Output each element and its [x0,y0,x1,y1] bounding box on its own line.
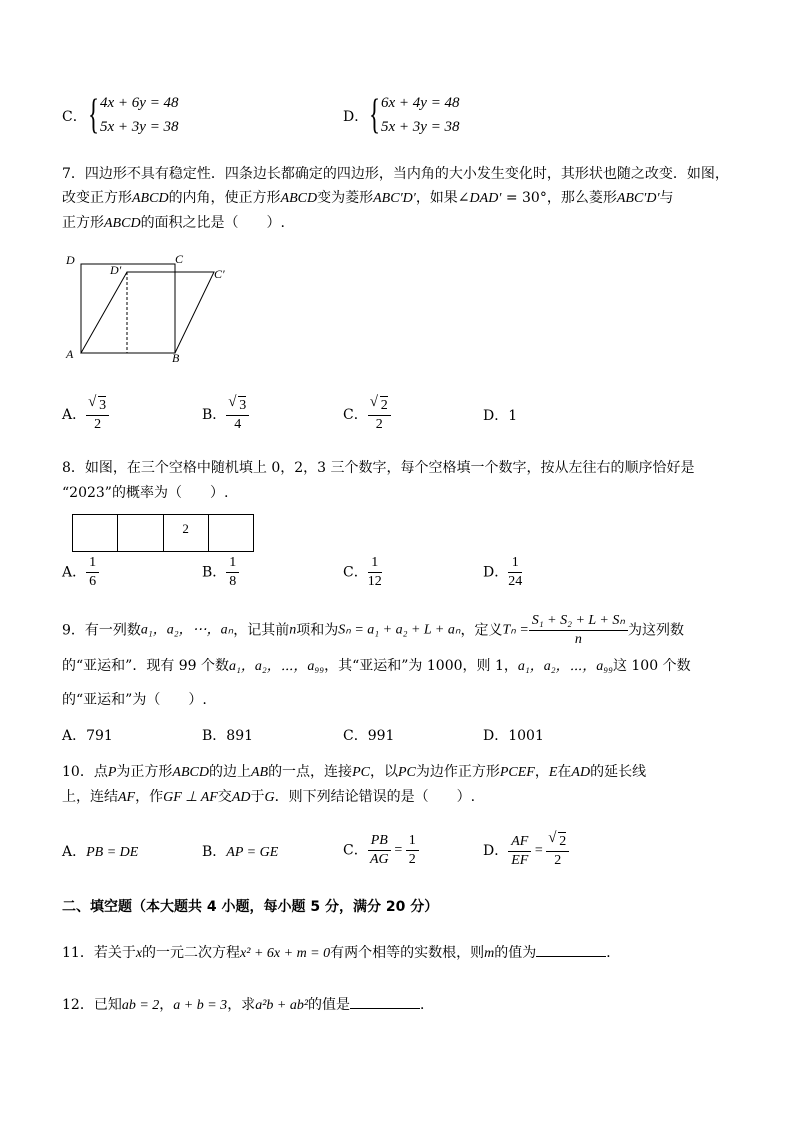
q6-option-c-eq2: 5x + 3y = 38 [100,119,179,135]
q7-figure [60,250,240,365]
answer-blank[interactable] [350,994,420,1009]
q9-option-b: B．891 [202,728,254,744]
q6-option-d-eq1: 6x + 4y = 48 [381,95,460,111]
q10-line1: 10．点P为正方形ABCD的边上AB的一点，连接PC，以PC为边作正方形PCEF，E在AD的延长线 [62,764,647,780]
q6-option-c-brace: { [88,92,100,138]
q8-line2: “2023”的概率为（ ）. [62,485,229,501]
q8-option-c: C． $\frac{1}{12}$ [343,555,382,589]
q9-line3: 的“亚运和”为（ ）. [62,692,207,708]
q7-line2: 改变正方形ABCD的内角，使正方形ABCD变为菱形ABC′D′，如果∠DAD′ = 30°，那么菱形ABC′D′与 [62,190,674,206]
q10-line2: 上，连结AF，作GF ⊥ AF交AD于G．则下列结论错误的是（ ）. [62,789,476,805]
q6-option-c-eq1: 4x + 6y = 48 [100,95,179,111]
grid-cell [73,515,118,551]
grid-cell: 2 [164,515,209,551]
square-abcd [81,264,175,353]
q10-option-c: C． $\frac{PB}{AG}$ = $\frac{1}{2}$ [343,832,419,869]
q9-option-d: D．1001 [483,728,544,744]
q11-line: 11．若关于x的一元二次方程x² + 6x + m = 0有两个相等的实数根，则m的值为 ． [62,942,620,964]
q8-grid [72,514,254,552]
q6-option-d-brace: { [369,92,381,138]
q9-option-c: C．991 [343,728,395,744]
label-b: B [172,351,180,365]
q8-option-a: A． $\frac{1}{6}$ [62,554,99,591]
q10-option-b: B．AP = GE [202,844,279,860]
label-a: A [66,347,74,361]
q7-line1: 7．四边形不具有稳定性．四条边长都确定的四边形，当内角的大小发生变化时，其形状也随之改变．如图， [62,166,729,182]
grid-cell [118,515,163,551]
q7-option-d: D．1 [483,408,518,424]
q7-option-a: A． √ $\frac{3}{2}$ [62,396,109,434]
label-d: D [66,253,75,267]
q7-line3: 正方形ABCD的面积之比是（ ）. [62,215,286,231]
q8-line1: 8．如图，在三个空格中随机填上 0，2，3 三个数字，每个空格填一个数字，按从左往右的顺序恰好是 [62,460,695,476]
q10-option-a: A．PB = DE [62,844,139,860]
q7-option-b: B． √ $\frac{3}{4}$ [202,396,249,434]
q9-line1: 9．有一列数a₁，a₂，⋯，aₙ，记其前n项和为Sₙ = a₁ + a₂ + L + aₙ，定义Tₙ = $\frac{\text{S₁ + S₂ + L + Sₙ}}{n}$ 为这列数 [62,613,684,647]
section-heading: 二、填空题（本大题共 4 小题，每小题 5 分，满分 20 分） [62,899,439,915]
q9-line2: 的“亚运和”．现有 99 个数a₁，a₂，⋯，a₉₉，其“亚运和”为 1000，则 1，a₁，a₂，⋯，a₉₉这 100 个数 [62,658,691,674]
q8-option-b: B． $\frac{1}{8}$ [202,554,239,591]
label-c-prime: C′ [214,267,225,281]
label-d-prime: D′ [110,263,122,277]
q6-option-d-eq2: 5x + 3y = 38 [381,119,460,135]
q9-option-a: A．791 [62,728,113,744]
q7-option-c: C． √ $\frac{2}{2}$ [343,396,391,434]
label-c: C [175,252,184,266]
answer-blank[interactable] [536,942,606,957]
q6-option-c-label: C． [62,109,87,125]
q6-option-d-label: D． [343,109,369,125]
q10-option-d: D． $\frac{AF}{EF}$ = √ $\frac{2}{2}$ [483,832,569,870]
rhombus-abcpdp [81,272,214,353]
q8-option-d: D． $\frac{1}{24}$ [483,555,523,589]
grid-cell [209,515,253,551]
q12-line: 12．已知ab = 2，a + b = 3，求a²b + ab²的值是 ． [62,994,434,1016]
